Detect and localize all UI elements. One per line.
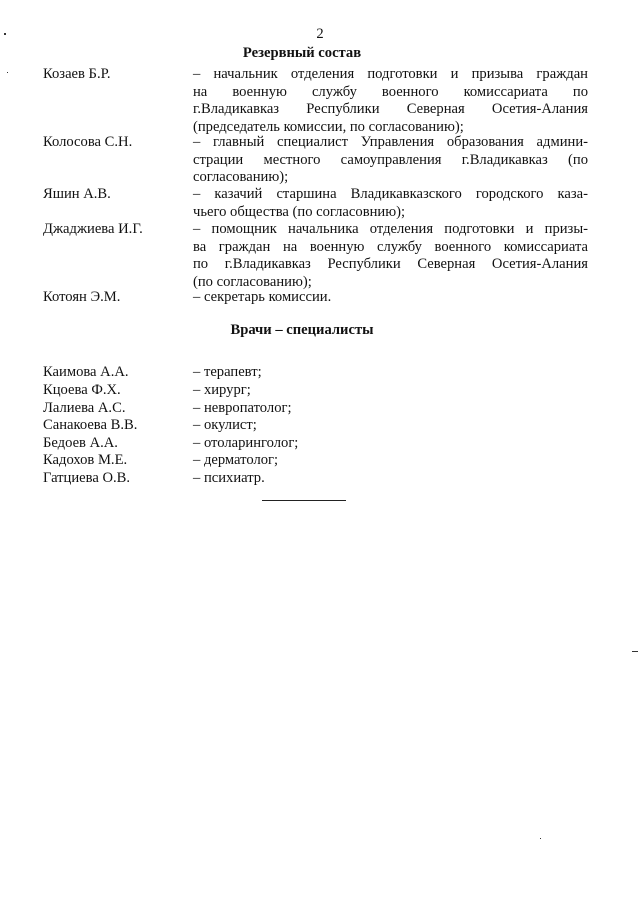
member-name: Колосова С.Н.	[43, 134, 133, 150]
description-line: (председатель комиссии, по согласованию);	[193, 118, 464, 135]
member-name: Козаев Б.Р.	[43, 66, 111, 82]
doctor-name: Санакоева В.В.	[43, 417, 138, 433]
doctor-specialty: – дерматолог;	[193, 452, 279, 468]
doctor-row	[43, 470, 443, 488]
member-name: Котоян Э.М.	[43, 289, 121, 305]
reserve-section-title: Резервный состав	[242, 45, 362, 61]
scan-speck	[4, 33, 6, 35]
doctor-specialty: – хирург;	[193, 382, 251, 398]
doctor-row	[43, 452, 443, 470]
doctor-specialty: – окулист;	[193, 417, 257, 433]
description-line: – секретарь комиссии.	[193, 289, 332, 305]
description-line: страции местного самоуправления г.Владикавказ (по	[193, 151, 588, 168]
doctor-name: Кцоева Ф.Х.	[43, 382, 121, 398]
doctor-specialty: – психиатр.	[193, 470, 265, 486]
description-line: г.Владикавказ Республики Северная Осетия-Алания	[193, 101, 588, 117]
description-line: (по согласованию);	[193, 273, 312, 290]
page-number: 2	[316, 26, 324, 42]
description-line: согласованию);	[193, 169, 289, 185]
doctor-name: Кадохов М.Е.	[43, 452, 128, 468]
doctor-row	[43, 417, 443, 435]
description-line: по г.Владикавказ Республики Северная Осетия-Алания	[193, 256, 588, 272]
doctor-specialty: – отоларинголог;	[193, 435, 299, 451]
description-line: чьего общества (по согласовнию);	[193, 203, 406, 220]
doctor-name: Гатциева О.В.	[43, 470, 131, 486]
doctor-row	[43, 364, 443, 382]
doctor-name: Бедоев А.А.	[43, 435, 118, 451]
member-description	[193, 186, 588, 221]
description-line: – помощник начальника отделения подготовки и призы-	[193, 221, 588, 237]
member-description	[193, 66, 588, 136]
doctor-name: Каимова А.А.	[43, 364, 129, 380]
member-description	[193, 221, 588, 291]
doctors-section-title: Врачи – специалисты	[230, 322, 374, 338]
description-line: ва граждан на военную службу военного комиссариата	[193, 238, 588, 255]
doctor-row	[43, 435, 443, 453]
scan-speck	[7, 72, 8, 73]
member-description	[193, 134, 588, 187]
scan-speck	[632, 651, 638, 652]
description-line: – начальник отделения подготовки и призыва граждан	[193, 66, 588, 82]
doctor-name: Лалиева А.С.	[43, 400, 126, 416]
description-line: – главный специалист Управления образования админи-	[193, 134, 588, 150]
member-name: Яшин А.В.	[43, 186, 111, 202]
description-line: на военную службу военного комиссариата по	[193, 83, 588, 100]
scan-speck	[540, 838, 541, 839]
member-name: Джаджиева И.Г.	[43, 221, 143, 237]
closing-rule	[262, 500, 346, 501]
description-line: – казачий старшина Владикавказского городского каза-	[193, 186, 588, 202]
member-description	[193, 289, 588, 307]
doctor-row	[43, 400, 443, 418]
doctor-row	[43, 382, 443, 400]
doctor-specialty: – терапевт;	[193, 364, 262, 380]
doctor-specialty: – невропатолог;	[193, 400, 292, 416]
